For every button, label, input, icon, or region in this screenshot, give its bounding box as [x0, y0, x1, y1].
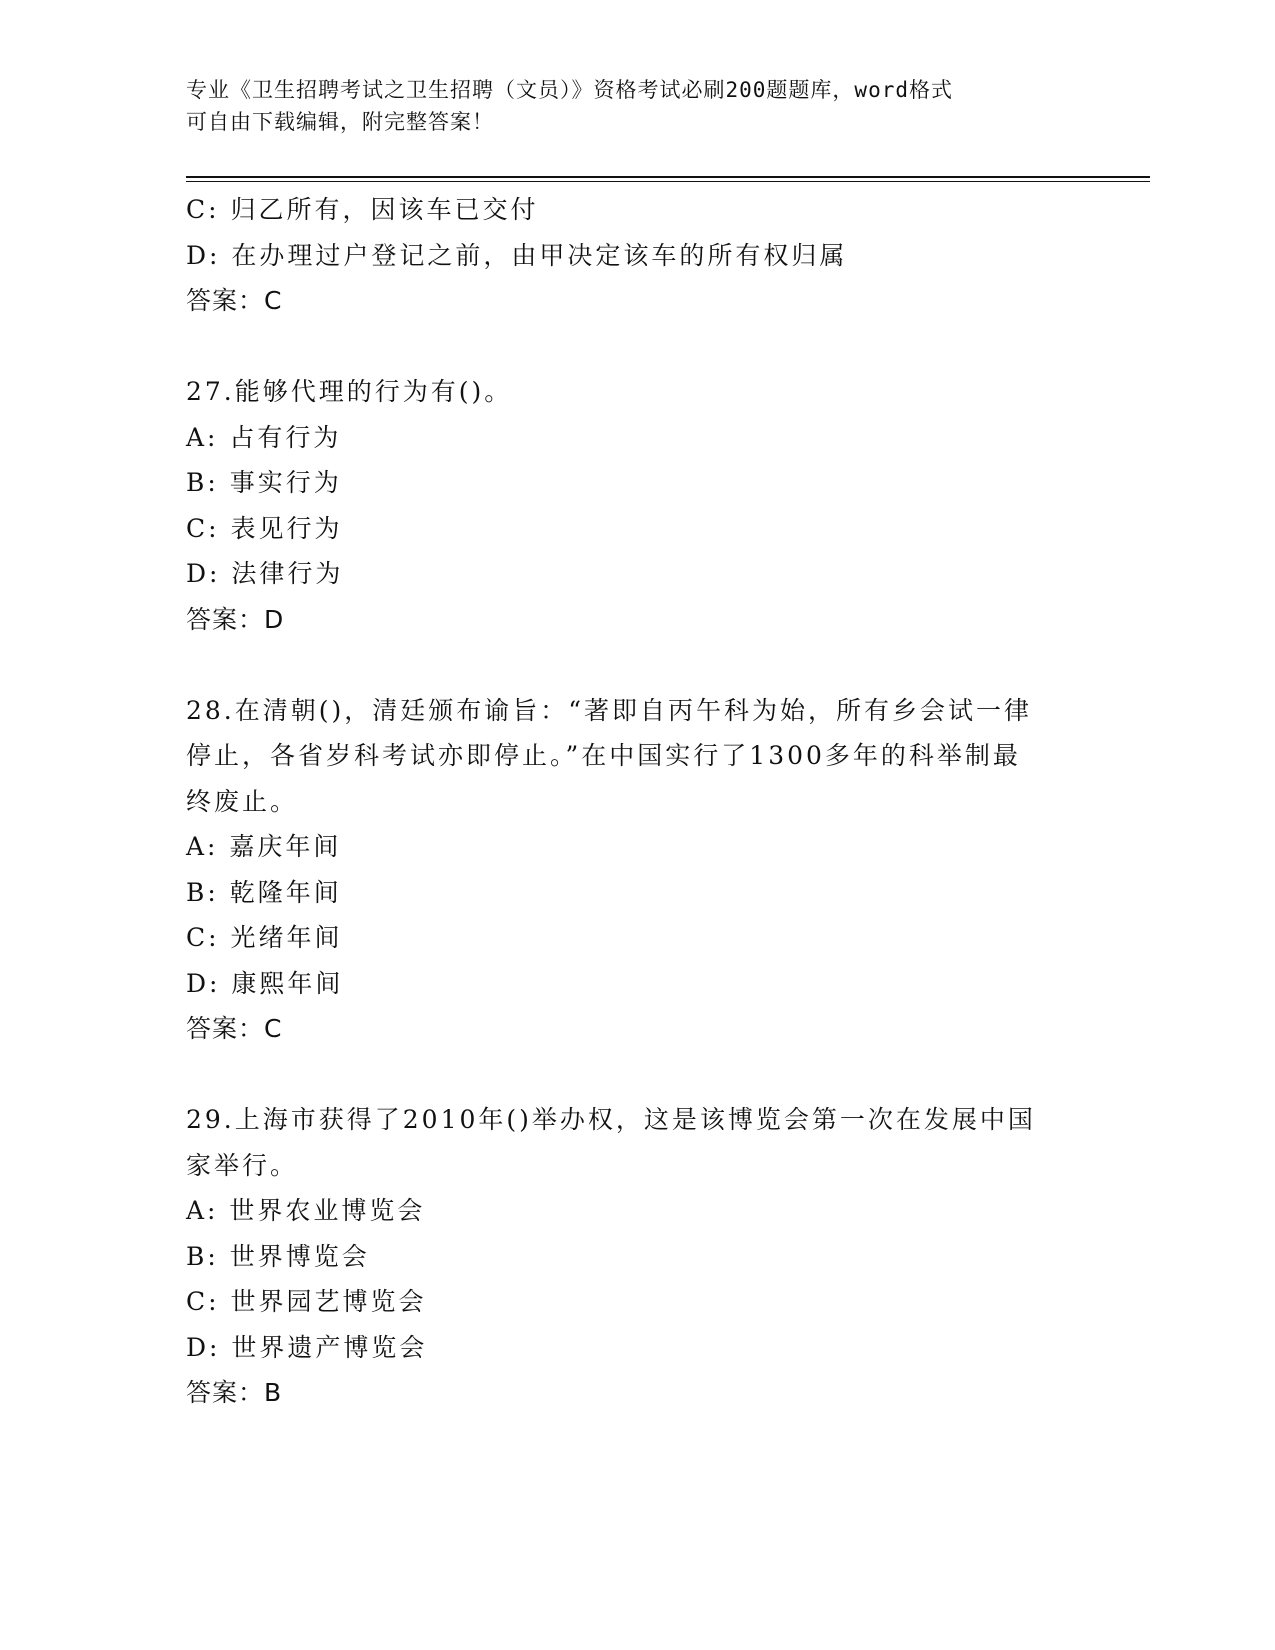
option-c: C: 光绪年间 — [186, 923, 343, 952]
option-a: A: 世界农业博览会 — [186, 1196, 426, 1225]
spacer — [186, 1052, 1086, 1098]
spacer — [186, 642, 1086, 688]
question-26-tail — [186, 187, 1086, 324]
question-stem: 27.能够代理的行为有()。 — [186, 377, 513, 406]
option-b: B: 乾隆年间 — [186, 877, 342, 907]
header-rule-thick — [186, 176, 1150, 178]
question-stem: 家举行。 — [186, 1150, 299, 1180]
option-a: A: 嘉庆年间 — [186, 832, 342, 861]
question-28 — [186, 688, 1086, 1052]
header-line-1: 专业《卫生招聘考试之卫生招聘（文员）》资格考试必刷200题题库，word格式 — [186, 78, 953, 102]
option-d: D: 世界遗产博览会 — [186, 1332, 428, 1362]
question-stem: 终废止。 — [186, 786, 299, 816]
option-c: C: 表见行为 — [186, 513, 343, 543]
answer: 答案：D — [186, 604, 285, 634]
document-body — [186, 187, 1086, 1416]
header-rule-thin — [186, 181, 1150, 182]
option-b: B: 事实行为 — [186, 468, 342, 497]
option-a: A: 占有行为 — [186, 422, 342, 452]
question-27 — [186, 369, 1086, 642]
spacer — [186, 324, 1086, 370]
option-c: C: 世界园艺博览会 — [186, 1287, 427, 1316]
question-stem: 28.在清朝()，清廷颁布谕旨：“著即自丙午科为始，所有乡会试一律 — [186, 695, 1033, 725]
option-d: D: 在办理过户登记之前，由甲决定该车的所有权归属 — [186, 240, 848, 270]
question-stem: 29.上海市获得了2010年()举办权，这是该博览会第一次在发展中国 — [186, 1105, 1036, 1134]
option-b: B: 世界博览会 — [186, 1241, 370, 1271]
option-d: D: 法律行为 — [186, 559, 344, 588]
answer: 答案：C — [186, 286, 283, 315]
document-header — [186, 74, 1066, 138]
answer: 答案：C — [186, 1014, 283, 1043]
option-c: C: 归乙所有，因该车已交付 — [186, 195, 539, 224]
question-29 — [186, 1097, 1086, 1416]
question-stem: 停止，各省岁科考试亦即停止。”在中国实行了1300多年的科举制最 — [186, 741, 1021, 770]
header-line-2: 可自由下载编辑，附完整答案！ — [186, 110, 494, 134]
option-d: D: 康熙年间 — [186, 968, 344, 998]
answer: 答案：B — [186, 1378, 283, 1407]
